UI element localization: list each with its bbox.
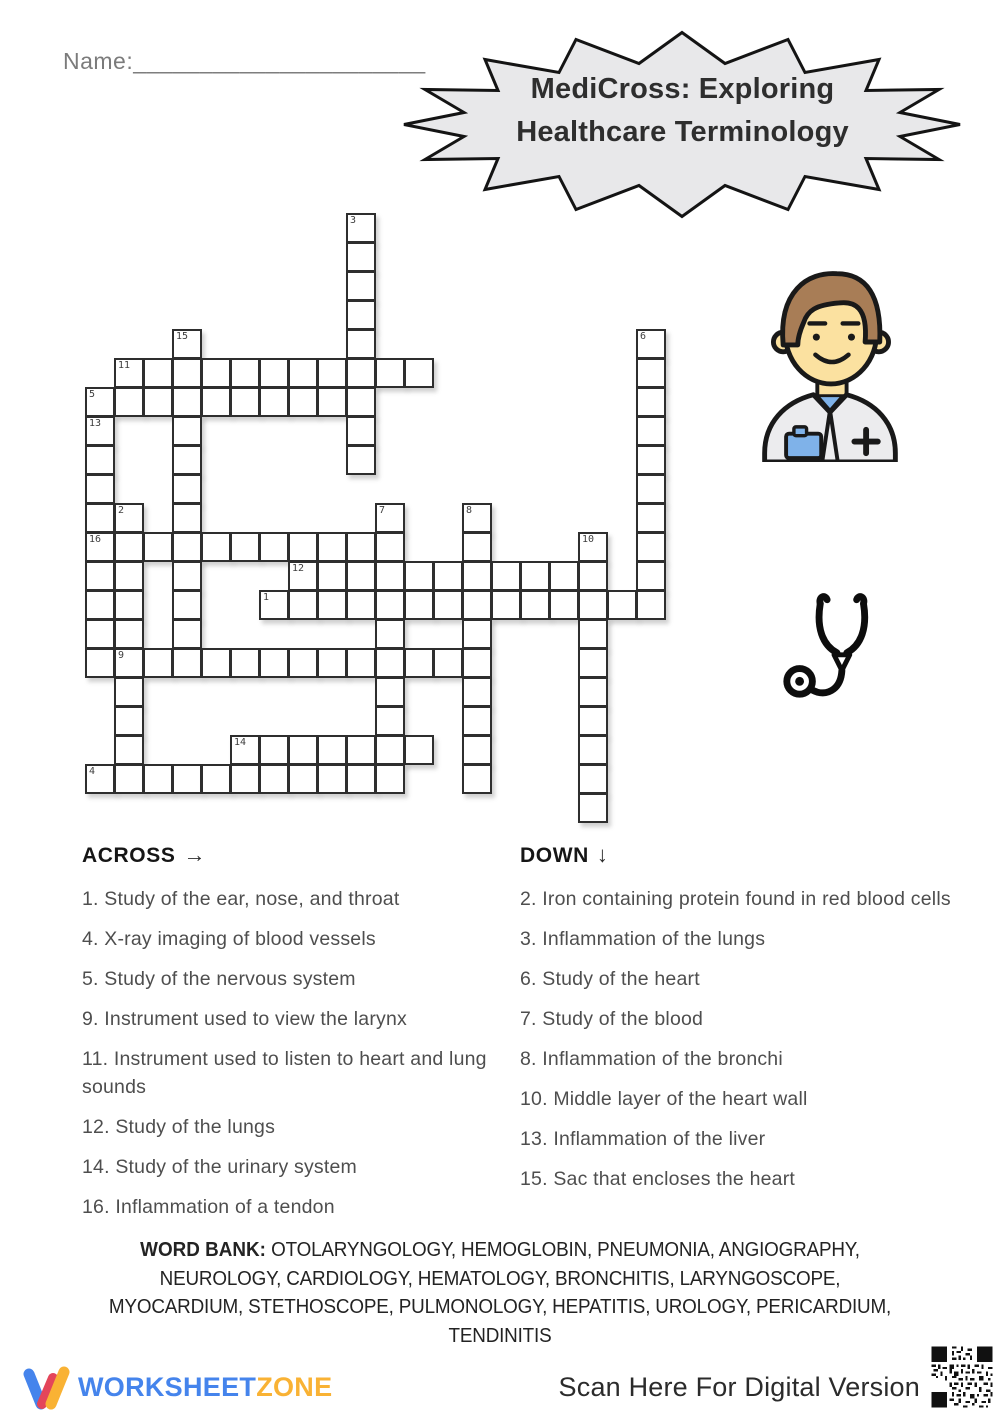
clue-item: 1. Study of the ear, nose, and throat	[82, 888, 400, 910]
clue-item: 2. Iron containing protein found in red blood cells	[520, 888, 951, 910]
crossword-cell[interactable]	[288, 648, 318, 678]
crossword-cell[interactable]	[375, 561, 405, 591]
crossword-cell[interactable]	[346, 735, 376, 765]
stethoscope-icon	[776, 584, 894, 702]
crossword-cell[interactable]	[85, 648, 115, 678]
crossword-cell[interactable]	[636, 445, 666, 475]
crossword-cell[interactable]	[462, 677, 492, 707]
crossword-cell[interactable]	[317, 532, 347, 562]
crossword-cell[interactable]	[172, 474, 202, 504]
crossword-cell[interactable]	[172, 590, 202, 620]
word-bank	[86, 1236, 914, 1350]
crossword-cell[interactable]	[375, 764, 405, 794]
clue-number-label: 7	[379, 505, 386, 516]
crossword-cell[interactable]	[317, 735, 347, 765]
crossword-cell[interactable]	[172, 532, 202, 562]
crossword-cell[interactable]	[636, 329, 666, 359]
crossword-cell[interactable]	[346, 387, 376, 417]
crossword-cell[interactable]	[578, 648, 608, 678]
crossword-cell[interactable]	[520, 561, 550, 591]
crossword-cell[interactable]	[636, 416, 666, 446]
clue-number-label: 16	[89, 534, 102, 545]
crossword-cell[interactable]	[578, 677, 608, 707]
crossword-cell[interactable]	[259, 735, 289, 765]
crossword-cell[interactable]	[259, 764, 289, 794]
crossword-cell[interactable]	[85, 532, 115, 562]
crossword-grid	[85, 213, 665, 822]
across-clue-list	[82, 885, 494, 1221]
crossword-cell[interactable]	[491, 590, 521, 620]
clue-item: 11. Instrument used to listen to heart and lung sounds	[82, 1048, 487, 1098]
crossword-cell[interactable]	[578, 793, 608, 823]
crossword-cell[interactable]	[114, 677, 144, 707]
brand-zone: ZONE	[256, 1371, 333, 1402]
crossword-cell[interactable]	[491, 561, 521, 591]
crossword-cell[interactable]	[462, 503, 492, 533]
crossword-cell[interactable]	[288, 532, 318, 562]
crossword-cell[interactable]	[114, 387, 144, 417]
crossword-cell[interactable]	[259, 387, 289, 417]
crossword-cell[interactable]	[259, 648, 289, 678]
crossword-cell[interactable]	[433, 590, 463, 620]
clue-number-label: 9	[118, 650, 125, 661]
crossword-cell[interactable]	[375, 648, 405, 678]
crossword-cell[interactable]	[288, 590, 318, 620]
crossword-cell[interactable]	[172, 445, 202, 475]
clue-number-label: 3	[350, 215, 357, 226]
crossword-cell[interactable]	[143, 387, 173, 417]
crossword-cell[interactable]	[636, 474, 666, 504]
clue-item: 15. Sac that encloses the heart	[520, 1168, 796, 1190]
crossword-cell[interactable]	[172, 329, 202, 359]
crossword-cell[interactable]	[85, 619, 115, 649]
clue-item: 7. Study of the blood	[520, 1008, 704, 1030]
crossword-cell[interactable]	[114, 764, 144, 794]
clue-item: 9. Instrument used to view the larynx	[82, 1008, 407, 1030]
crossword-cell[interactable]	[375, 706, 405, 736]
crossword-cell[interactable]	[404, 648, 434, 678]
crossword-cell[interactable]	[404, 561, 434, 591]
clue-number-label: 2	[118, 505, 125, 516]
crossword-cell[interactable]	[317, 561, 347, 591]
crossword-cell[interactable]	[636, 532, 666, 562]
crossword-cell[interactable]	[85, 590, 115, 620]
crossword-cell[interactable]	[578, 590, 608, 620]
crossword-cell[interactable]	[346, 416, 376, 446]
down-clues-section	[520, 842, 952, 1205]
crossword-cell[interactable]	[433, 648, 463, 678]
crossword-cell[interactable]	[636, 503, 666, 533]
word-bank-label: WORD BANK:	[140, 1238, 272, 1261]
worksheetzone-logo	[22, 1364, 332, 1410]
logo-w-icon	[22, 1364, 72, 1410]
crossword-cell[interactable]	[288, 358, 318, 388]
doctor-illustration-icon	[755, 262, 905, 462]
crossword-cell[interactable]	[433, 561, 463, 591]
crossword-cell[interactable]	[172, 764, 202, 794]
crossword-cell[interactable]	[578, 561, 608, 591]
crossword-cell[interactable]	[201, 764, 231, 794]
crossword-cell[interactable]	[201, 532, 231, 562]
crossword-cell[interactable]	[85, 764, 115, 794]
crossword-cell[interactable]	[230, 387, 260, 417]
clue-item: 14. Study of the urinary system	[82, 1156, 357, 1178]
crossword-cell[interactable]	[375, 590, 405, 620]
crossword-cell[interactable]	[462, 706, 492, 736]
crossword-cell[interactable]	[317, 358, 347, 388]
right-arrow-icon: →	[183, 842, 207, 867]
doctor-pocket	[786, 434, 821, 458]
crossword-cell[interactable]	[346, 445, 376, 475]
crossword-cell[interactable]	[578, 706, 608, 736]
crossword-cell[interactable]	[143, 532, 173, 562]
clue-item: 6. Study of the heart	[520, 968, 700, 990]
crossword-cell[interactable]	[375, 358, 405, 388]
crossword-cell[interactable]	[346, 271, 376, 301]
crossword-cell[interactable]	[346, 532, 376, 562]
word-bank-line: MYOCARDIUM, STETHOSCOPE, PULMONOLOGY, HEPATITIS, UROLOGY, PERICARDIUM,	[108, 1295, 892, 1318]
crossword-cell[interactable]	[85, 416, 115, 446]
crossword-cell[interactable]	[346, 300, 376, 330]
word-bank-line: NEUROLOGY, CARDIOLOGY, HEMATOLOGY, BRONCHITIS, LARYNGOSCOPE,	[159, 1266, 841, 1290]
crossword-cell[interactable]	[636, 358, 666, 388]
crossword-cell[interactable]	[259, 358, 289, 388]
crossword-cell[interactable]	[375, 532, 405, 562]
name-field[interactable]: Name:______________________	[63, 48, 426, 74]
crossword-cell[interactable]	[172, 416, 202, 446]
across-heading: ACROSS →	[82, 842, 207, 867]
crossword-cell[interactable]	[346, 358, 376, 388]
clue-item: 3. Inflammation of the lungs	[520, 928, 766, 950]
crossword-cell[interactable]	[114, 619, 144, 649]
title-line-2: Healthcare Terminology	[516, 116, 849, 148]
crossword-cell[interactable]	[636, 590, 666, 620]
clue-number-label: 1	[263, 592, 270, 603]
crossword-cell[interactable]	[114, 561, 144, 591]
crossword-cell[interactable]	[375, 677, 405, 707]
clue-number-label: 6	[640, 331, 647, 342]
crossword-cell[interactable]	[172, 648, 202, 678]
crossword-cell[interactable]	[114, 706, 144, 736]
clue-number-label: 13	[89, 418, 102, 429]
clue-item: 10. Middle layer of the heart wall	[520, 1088, 808, 1110]
crossword-cell[interactable]	[85, 561, 115, 591]
crossword-cell[interactable]	[462, 735, 492, 765]
crossword-cell[interactable]	[636, 561, 666, 591]
crossword-cell[interactable]	[636, 387, 666, 417]
clue-item: 4. X-ray imaging of blood vessels	[82, 928, 376, 950]
crossword-cell[interactable]	[404, 358, 434, 388]
crossword-cell[interactable]	[85, 503, 115, 533]
clue-item: 16. Inflammation of a tendon	[82, 1196, 335, 1218]
crossword-cell[interactable]	[288, 735, 318, 765]
crossword-cell[interactable]	[114, 358, 144, 388]
crossword-cell[interactable]	[346, 329, 376, 359]
word-bank-line: WORD BANK: OTOLARYNGOLOGY, HEMOGLOBIN, PNEUMONIA, ANGIOGRAPHY,	[140, 1238, 860, 1261]
crossword-cell[interactable]	[578, 735, 608, 765]
crossword-cell[interactable]	[346, 561, 376, 591]
clue-number-label: 12	[292, 563, 305, 574]
crossword-cell[interactable]	[259, 532, 289, 562]
clue-number-label: 11	[118, 360, 131, 371]
worksheet-title	[400, 26, 965, 224]
crossword-cell[interactable]	[462, 619, 492, 649]
qr-code	[928, 1344, 996, 1410]
clue-number-label: 5	[89, 389, 96, 400]
crossword-cell[interactable]	[172, 561, 202, 591]
crossword-cell[interactable]	[114, 648, 144, 678]
crossword-cell[interactable]	[230, 532, 260, 562]
crossword-cell[interactable]	[230, 764, 260, 794]
crossword-cell[interactable]	[462, 561, 492, 591]
clue-number-label: 10	[582, 534, 595, 545]
crossword-cell[interactable]	[201, 387, 231, 417]
scan-here-text: Scan Here For Digital Version	[558, 1372, 920, 1402]
clue-number-label: 15	[176, 331, 189, 342]
crossword-cell[interactable]	[230, 735, 260, 765]
crossword-cell[interactable]	[549, 561, 579, 591]
crossword-cell[interactable]	[288, 387, 318, 417]
across-clues-section	[82, 842, 494, 1233]
down-heading: DOWN ↓	[520, 842, 609, 867]
crossword-cell[interactable]	[317, 387, 347, 417]
crossword-cell[interactable]	[346, 590, 376, 620]
crossword-cell[interactable]	[201, 648, 231, 678]
clue-number-label: 4	[89, 766, 96, 777]
crossword-cell[interactable]	[288, 561, 318, 591]
crossword-cell[interactable]	[317, 648, 347, 678]
word-bank-line: TENDINITIS	[448, 1323, 552, 1347]
crossword-cell[interactable]	[404, 590, 434, 620]
crossword-cell[interactable]	[462, 590, 492, 620]
crossword-cell[interactable]	[85, 387, 115, 417]
crossword-cell[interactable]	[85, 474, 115, 504]
title-line-1: MediCross: Exploring	[530, 73, 835, 105]
crossword-cell[interactable]	[288, 764, 318, 794]
crossword-cell[interactable]	[172, 358, 202, 388]
crossword-cell[interactable]	[375, 735, 405, 765]
crossword-cell[interactable]	[578, 532, 608, 562]
crossword-cell[interactable]	[172, 619, 202, 649]
crossword-cell[interactable]	[462, 532, 492, 562]
crossword-cell[interactable]	[520, 590, 550, 620]
crossword-cell[interactable]	[346, 764, 376, 794]
crossword-cell[interactable]	[85, 445, 115, 475]
crossword-cell[interactable]	[317, 590, 347, 620]
crossword-cell[interactable]	[346, 648, 376, 678]
crossword-cell[interactable]	[114, 590, 144, 620]
crossword-cell[interactable]	[375, 503, 405, 533]
clue-item: 8. Inflammation of the bronchi	[520, 1048, 783, 1070]
crossword-cell[interactable]	[172, 503, 202, 533]
brand-name	[78, 1372, 332, 1403]
clue-number-label: 14	[234, 737, 247, 748]
crossword-cell[interactable]	[143, 764, 173, 794]
crossword-cell[interactable]	[143, 648, 173, 678]
crossword-cell[interactable]	[230, 358, 260, 388]
crossword-cell[interactable]	[346, 242, 376, 272]
crossword-cell[interactable]	[462, 648, 492, 678]
crossword-cell[interactable]	[578, 764, 608, 794]
clue-number-label: 8	[466, 505, 473, 516]
crossword-cell[interactable]	[549, 590, 579, 620]
crossword-cell[interactable]	[114, 503, 144, 533]
crossword-cell[interactable]	[114, 735, 144, 765]
crossword-cell[interactable]	[375, 619, 405, 649]
crossword-cell[interactable]	[317, 764, 347, 794]
crossword-cell[interactable]	[462, 764, 492, 794]
brand-worksheet: WORKSHEET	[78, 1371, 257, 1402]
crossword-cell[interactable]	[172, 387, 202, 417]
crossword-cell[interactable]	[607, 590, 637, 620]
down-clue-list	[520, 885, 952, 1193]
crossword-cell[interactable]	[114, 532, 144, 562]
clue-item: 13. Inflammation of the liver	[520, 1128, 766, 1150]
clue-item: 5. Study of the nervous system	[82, 968, 356, 990]
crossword-cell[interactable]	[230, 648, 260, 678]
clue-item: 12. Study of the lungs	[82, 1116, 276, 1138]
crossword-cell[interactable]	[201, 358, 231, 388]
crossword-cell[interactable]	[404, 735, 434, 765]
crossword-cell[interactable]	[143, 358, 173, 388]
crossword-cell[interactable]	[259, 590, 289, 620]
crossword-cell[interactable]	[578, 619, 608, 649]
down-arrow-icon: ↓	[596, 842, 609, 867]
crossword-cell[interactable]	[346, 213, 376, 243]
